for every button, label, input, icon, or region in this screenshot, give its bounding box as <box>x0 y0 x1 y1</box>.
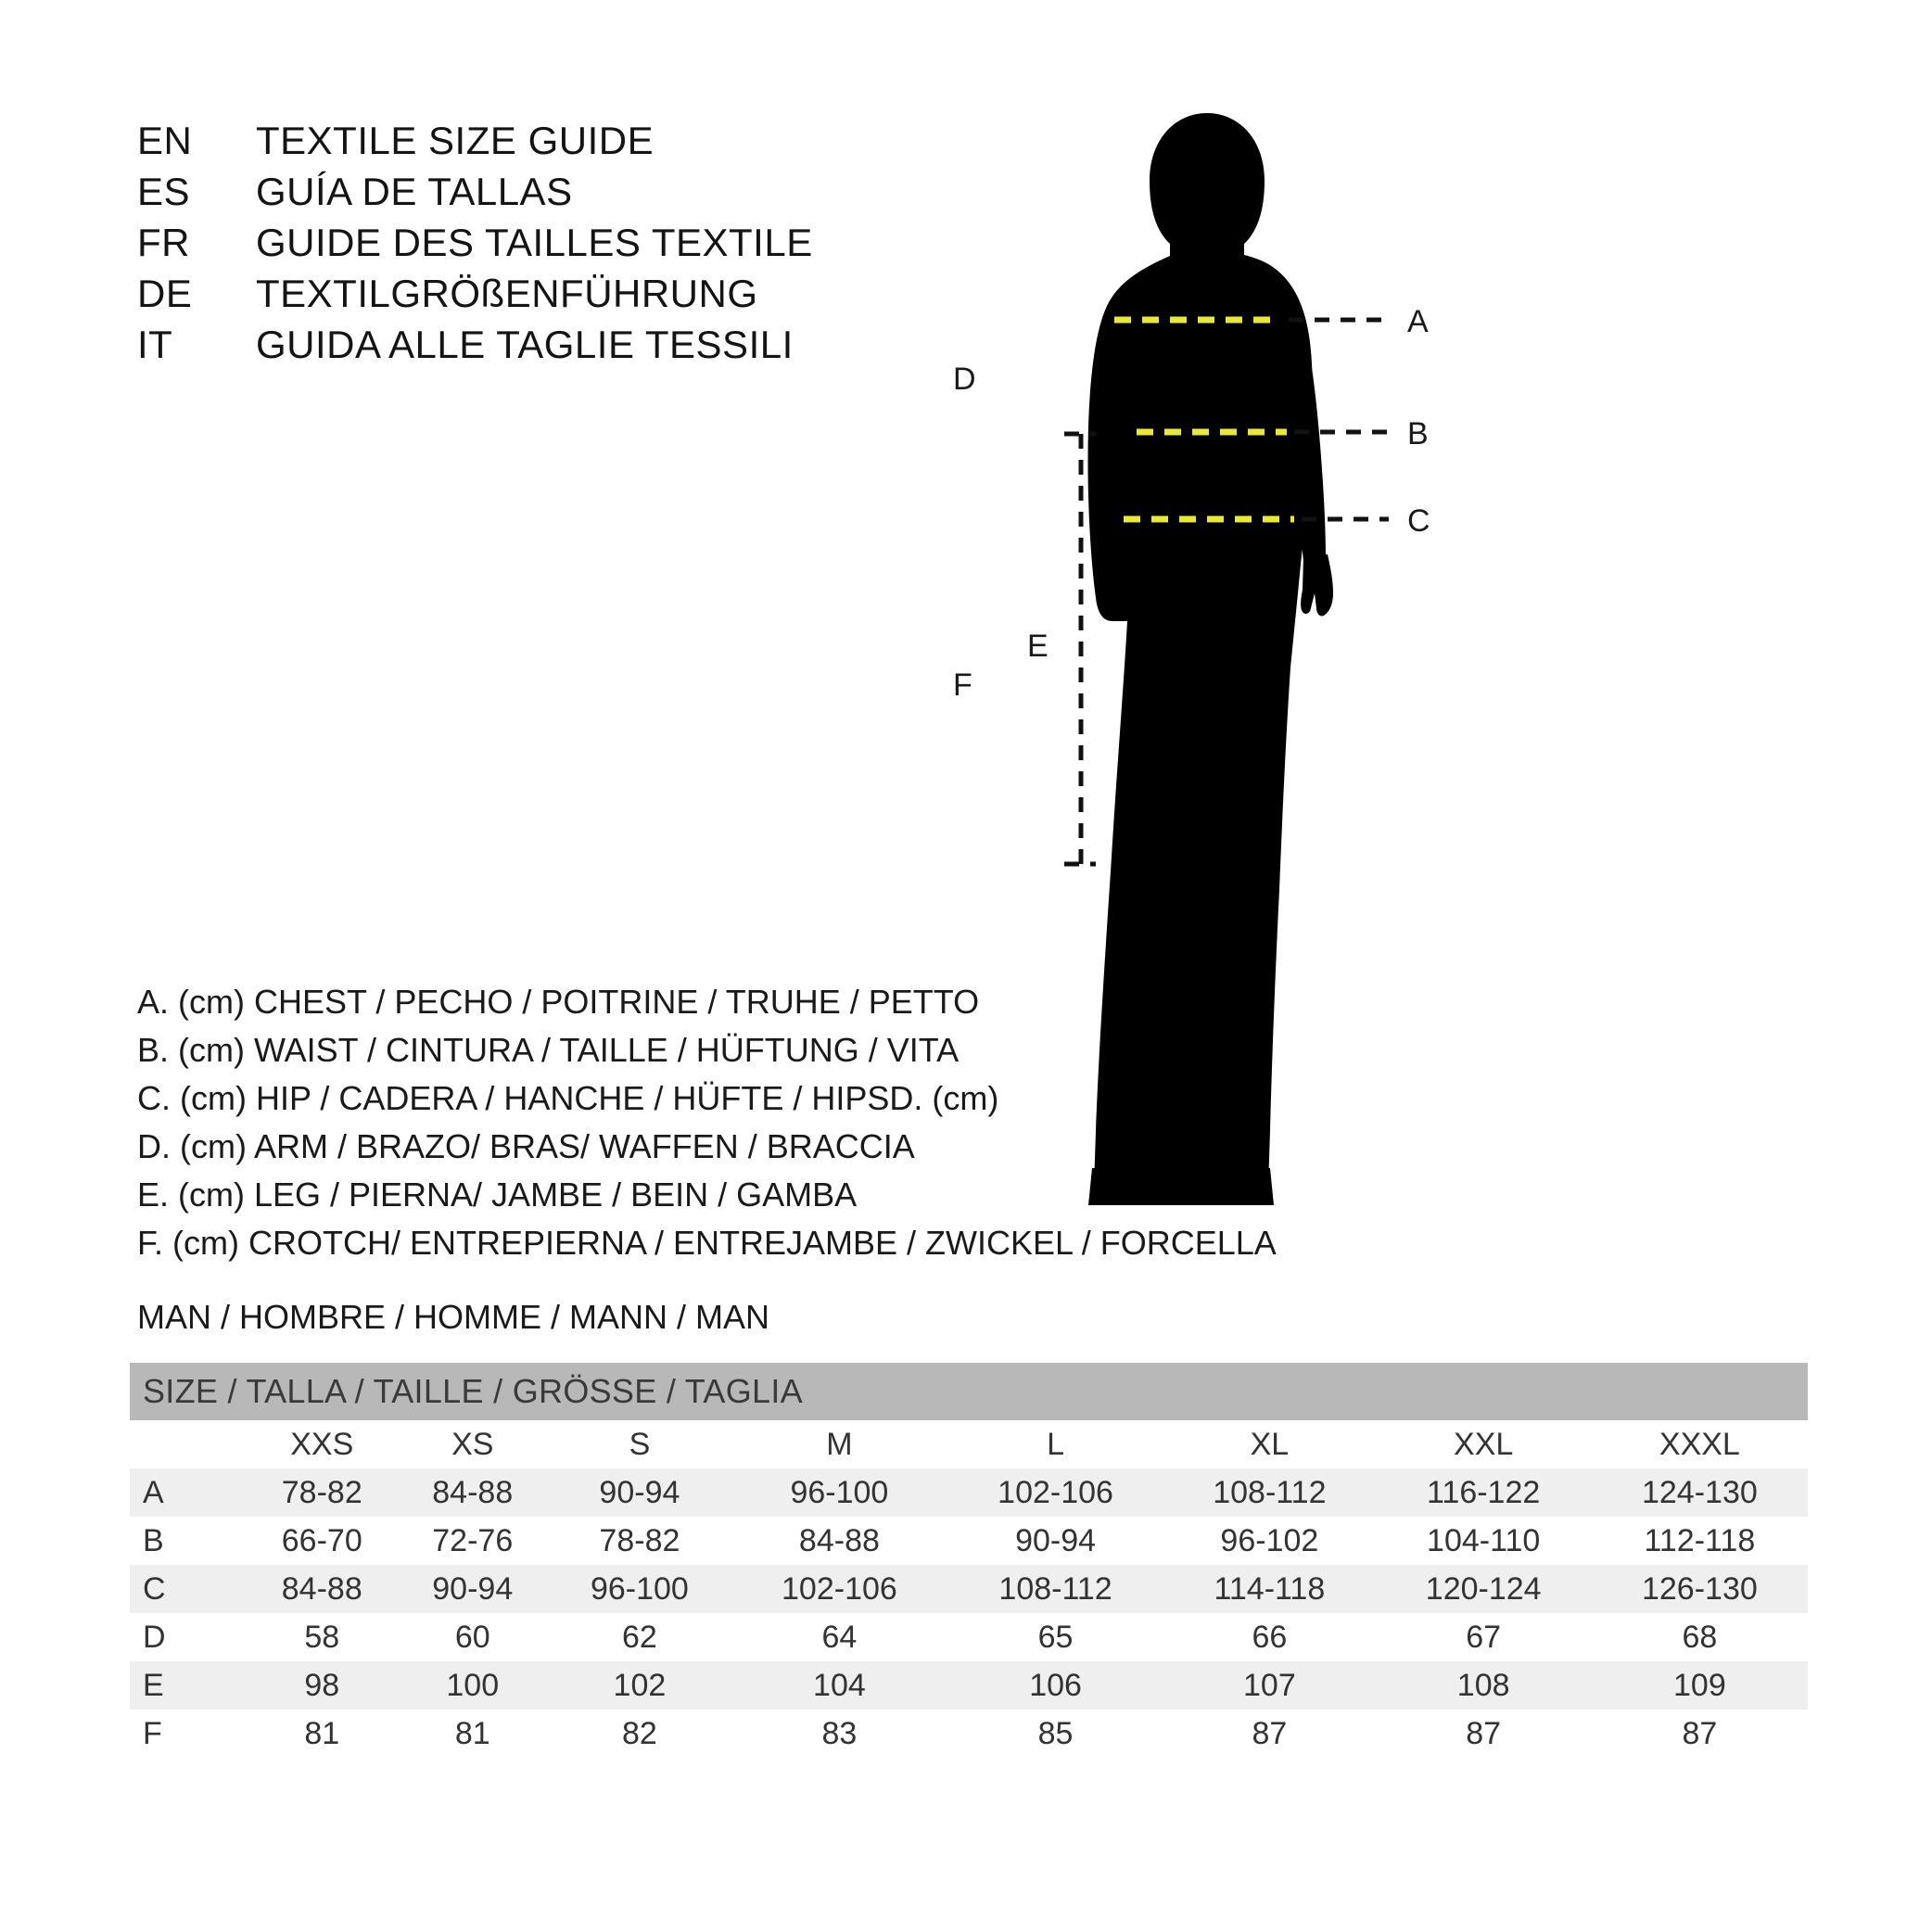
table-cell: 90-94 <box>432 1570 514 1607</box>
table-cell: 104-110 <box>1427 1522 1541 1558</box>
table-cell: 96-100 <box>790 1474 889 1510</box>
table-cell: 84-88 <box>432 1474 514 1510</box>
column-header: XS <box>451 1426 494 1462</box>
figure-svg <box>1038 93 1873 1252</box>
table-cell: 102 <box>613 1667 667 1703</box>
table-cell: 60 <box>454 1619 490 1655</box>
table-cell: 114-118 <box>1214 1570 1326 1607</box>
column-header: L <box>1047 1426 1065 1462</box>
table-row <box>130 1517 1808 1565</box>
language-code: FR <box>137 221 190 264</box>
legend-item-b: B. (cm) WAIST / CINTURA / TAILLE / HÜFTUNG / VITA <box>137 1031 960 1069</box>
table-row <box>130 1613 1808 1661</box>
column-header: XXXL <box>1659 1426 1740 1462</box>
gender-label: MAN / HOMBRE / HOMME / MANN / MAN <box>137 1298 770 1336</box>
column-header: M <box>826 1426 853 1462</box>
table-cell: 85 <box>1037 1715 1074 1751</box>
table-row <box>130 1565 1808 1613</box>
language-row <box>137 272 813 323</box>
dimension-label-e: E <box>1027 629 1049 664</box>
legend-item-f: F. (cm) CROTCH/ ENTREPIERNA / ENTREJAMBE / ZWICKEL / FORCELLA <box>137 1224 1277 1262</box>
body-measurement-diagram <box>953 93 1873 1252</box>
table-row <box>130 1710 1808 1758</box>
table-cell: 120-124 <box>1425 1570 1542 1607</box>
legend-item-a: A. (cm) CHEST / PECHO / POITRINE / TRUHE / PETTO <box>137 983 980 1021</box>
table-cell: 81 <box>454 1715 490 1751</box>
language-code: EN <box>137 119 193 162</box>
language-title-block <box>137 119 813 374</box>
dimension-label-c: C <box>1407 503 1430 539</box>
table-cell: 106 <box>1029 1667 1082 1703</box>
table-cell: 66 <box>1252 1619 1288 1655</box>
man-silhouette-icon <box>1087 113 1333 1205</box>
language-title: GUIDA ALLE TAGLIE TESSILI <box>256 323 794 366</box>
table-cell: 78-82 <box>599 1522 680 1558</box>
dimension-label-d: D <box>953 362 976 397</box>
table-cell: 84-88 <box>281 1570 362 1607</box>
language-code: DE <box>137 272 193 315</box>
legend-item-e: E. (cm) LEG / PIERNA/ JAMBE / BEIN / GAMBA <box>137 1176 858 1214</box>
table-cell: 84-88 <box>798 1522 880 1558</box>
language-code: ES <box>137 170 191 213</box>
row-label: D <box>143 1619 166 1655</box>
table-cell: 83 <box>821 1715 858 1751</box>
table-cell: 87 <box>1466 1715 1502 1751</box>
language-title: GUÍA DE TALLAS <box>256 170 573 213</box>
column-header: XL <box>1250 1426 1290 1462</box>
legend-item-d: D. (cm) ARM / BRAZO/ BRAS/ WAFFEN / BRACCIA <box>137 1127 915 1165</box>
table-cell: 87 <box>1252 1715 1288 1751</box>
row-label: F <box>143 1715 162 1751</box>
size-table <box>130 1363 1808 1758</box>
language-title: TEXTILE SIZE GUIDE <box>256 119 655 162</box>
table-cell: 126-130 <box>1641 1570 1758 1607</box>
column-header: XXL <box>1454 1426 1514 1462</box>
table-cell: 107 <box>1243 1667 1296 1703</box>
language-title: TEXTILGRÖßENFÜHRUNG <box>256 272 758 315</box>
legend-item-c: C. (cm) HIP / CADERA / HANCHE / HÜFTE / HIPSD. (cm) <box>137 1079 999 1117</box>
table-cell: 68 <box>1682 1619 1718 1655</box>
table-cell: 108-112 <box>998 1570 1112 1607</box>
table-cell: 96-100 <box>590 1570 689 1607</box>
table-cell: 98 <box>304 1667 340 1703</box>
table-cell: 109 <box>1673 1667 1726 1703</box>
column-header: XXS <box>290 1426 354 1462</box>
table-title: SIZE / TALLA / TAILLE / GRÖSSE / TAGLIA <box>143 1372 803 1410</box>
row-label: B <box>143 1522 164 1558</box>
table-cell: 108 <box>1456 1667 1510 1703</box>
table-cell: 102-106 <box>998 1474 1113 1510</box>
language-row <box>137 119 813 170</box>
row-label: C <box>143 1570 166 1607</box>
language-title: GUIDE DES TAILLES TEXTILE <box>256 221 813 264</box>
row-label: E <box>143 1667 164 1703</box>
language-code: IT <box>137 323 173 366</box>
row-label: A <box>143 1474 164 1510</box>
table-cell: 65 <box>1037 1619 1074 1655</box>
table-cell: 87 <box>1682 1715 1718 1751</box>
table-cell: 66-70 <box>281 1522 362 1558</box>
table-cell: 82 <box>622 1715 657 1751</box>
table-cell: 81 <box>304 1715 340 1751</box>
table-cell: 90-94 <box>1015 1522 1097 1558</box>
table-cell: 72-76 <box>432 1522 514 1558</box>
table-cell: 100 <box>446 1667 500 1703</box>
dimension-label-f: F <box>953 667 972 703</box>
table-cell: 64 <box>821 1619 858 1655</box>
language-row <box>137 170 813 221</box>
table-title-row <box>130 1363 1808 1420</box>
table-cell: 96-102 <box>1220 1522 1319 1558</box>
dimension-label-b: B <box>1407 416 1429 451</box>
table-cell: 78-82 <box>281 1474 362 1510</box>
table-cell: 90-94 <box>599 1474 680 1510</box>
table-row <box>130 1468 1808 1517</box>
table-cell: 116-122 <box>1427 1474 1541 1510</box>
table-cell: 58 <box>304 1619 340 1655</box>
column-header: S <box>629 1426 651 1462</box>
dimension-label-a: A <box>1407 304 1429 339</box>
table-cell: 124-130 <box>1641 1474 1758 1510</box>
table-cell: 112-118 <box>1644 1522 1756 1558</box>
table-cell: 102-106 <box>782 1570 897 1607</box>
table-cell: 108-112 <box>1213 1474 1327 1510</box>
table-cell: 67 <box>1466 1619 1502 1655</box>
language-row <box>137 221 813 272</box>
table-cell: 62 <box>622 1619 657 1655</box>
table-cell: 104 <box>813 1667 866 1703</box>
table-row <box>130 1661 1808 1710</box>
table-corner-cell <box>130 1420 247 1468</box>
table-header-row <box>130 1420 1808 1468</box>
language-row <box>137 323 813 374</box>
